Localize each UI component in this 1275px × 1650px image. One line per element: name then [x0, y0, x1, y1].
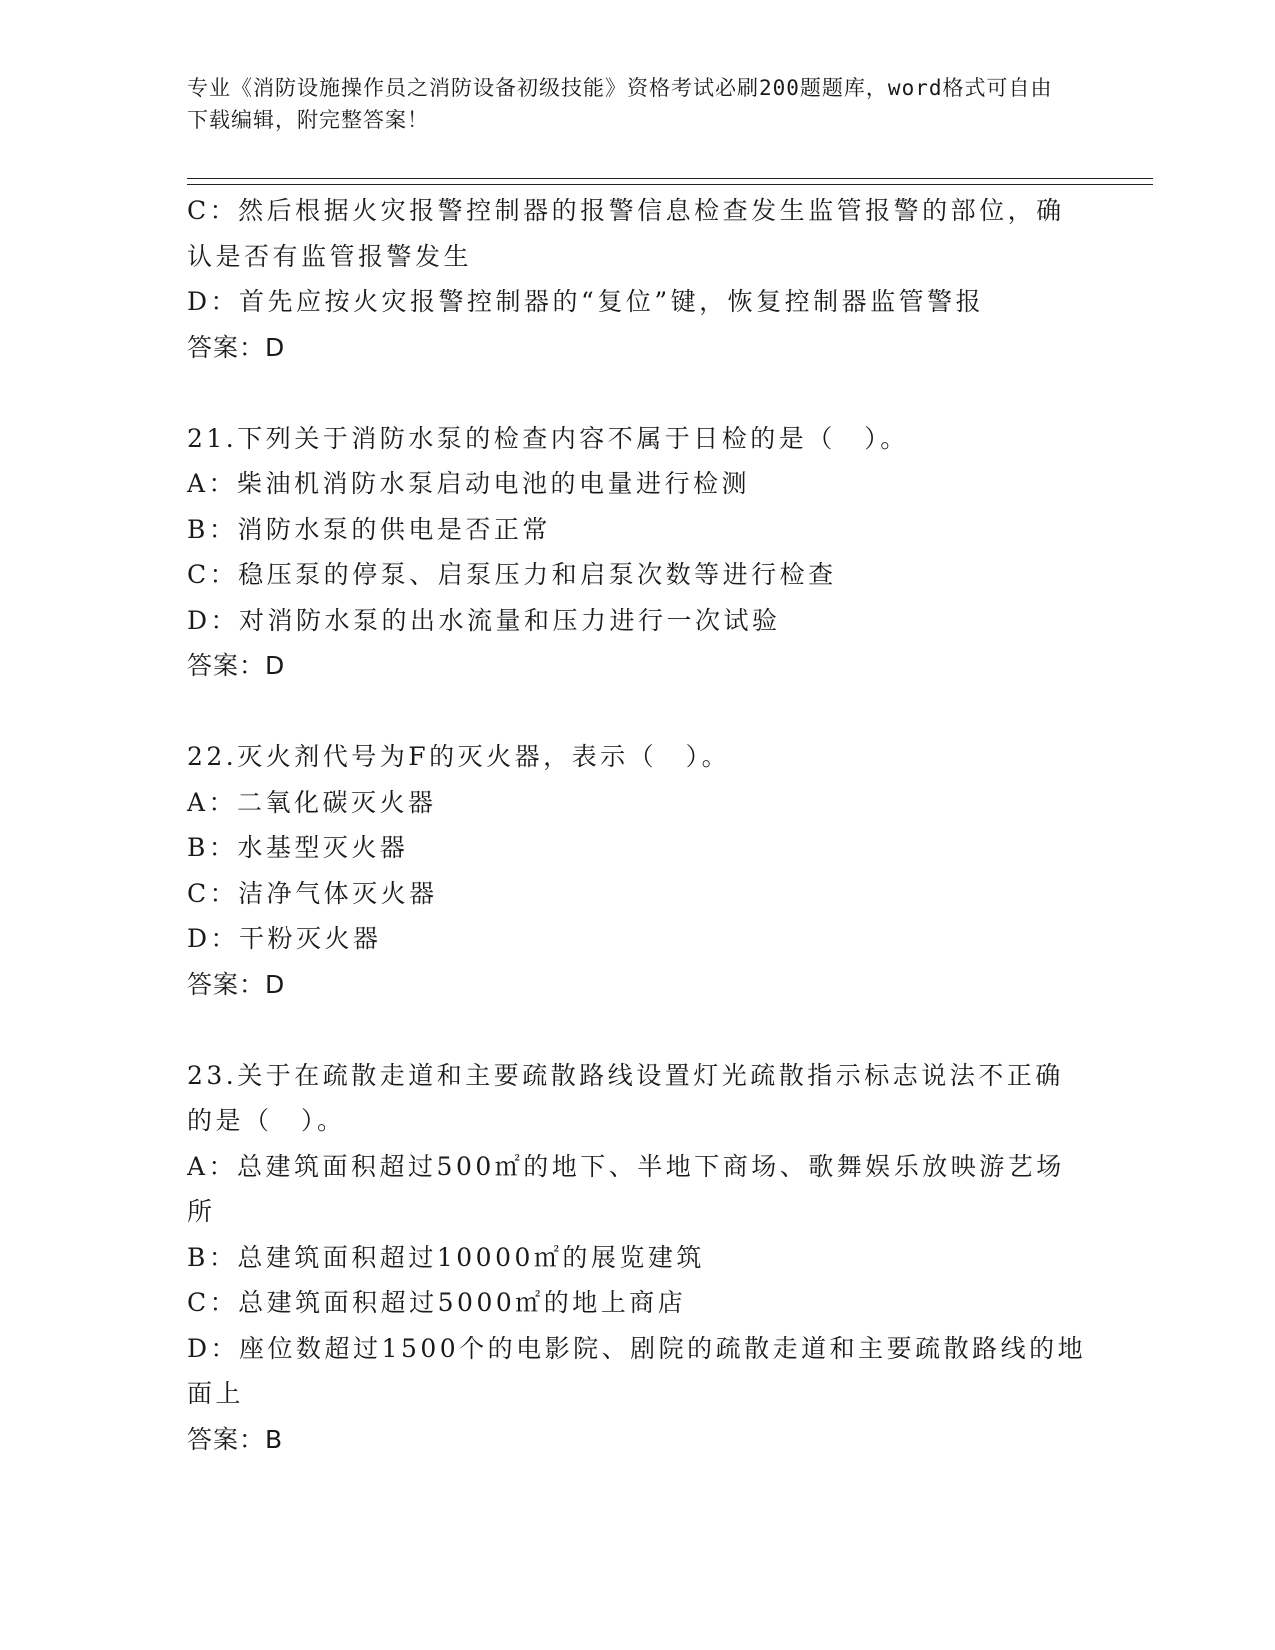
option-d: D：首先应按火灾报警控制器的“复位”键，恢复控制器监管警报 — [187, 287, 985, 316]
question-text: 22.灭火剂代号为F的灭火器，表示（ ）。 — [187, 742, 731, 771]
question-23 — [187, 1053, 1087, 1463]
question-text: 21.下列关于消防水泵的检查内容不属于日检的是（ ）。 — [187, 423, 909, 453]
option-a: A：总建筑面积超过500㎡的地下、半地下商场、歌舞娱乐放映游艺场所 — [187, 1151, 1065, 1226]
header-divider-top — [187, 178, 1153, 179]
answer-line: 答案：D — [187, 332, 286, 362]
spacer — [187, 689, 1087, 735]
option-d: D：座位数超过1500个的电影院、剧院的疏散走道和主要疏散路线的地面上 — [187, 1333, 1087, 1408]
option-d: D：干粉灭火器 — [187, 924, 382, 953]
question-22 — [187, 734, 1087, 1007]
option-c: C：稳压泵的停泵、启泵压力和启泵次数等进行检查 — [187, 560, 837, 589]
option-c: C：然后根据火灾报警控制器的报警信息检查发生监管报警的部位，确认是否有监管报警发生 — [187, 196, 1065, 271]
option-c: C：总建筑面积超过5000㎡的地上商店 — [187, 1288, 687, 1317]
answer-line: 答案：B — [187, 1424, 284, 1454]
question-continued — [187, 188, 1087, 370]
answer-line: 答案：D — [187, 651, 286, 680]
question-21 — [187, 416, 1087, 689]
spacer — [187, 1007, 1087, 1053]
document-header-title: 专业《消防设施操作员之消防设备初级技能》资格考试必刷200题题库，word格式可自由下载编辑，附完整答案！ — [187, 76, 1053, 132]
question-text: 23.关于在疏散走道和主要疏散路线设置灯光疏散指示标志说法不正确的是（ ）。 — [187, 1060, 1064, 1135]
option-c: C：洁净气体灭火器 — [187, 878, 438, 908]
header-divider-bottom — [187, 184, 1153, 185]
option-b: B：总建筑面积超过10000㎡的展览建筑 — [187, 1242, 705, 1272]
option-d: D：对消防水泵的出水流量和压力进行一次试验 — [187, 605, 781, 635]
option-a: A：二氧化碳灭火器 — [187, 787, 437, 817]
option-b: B：水基型灭火器 — [187, 833, 409, 862]
option-a: A：柴油机消防水泵启动电池的电量进行检测 — [187, 469, 751, 498]
option-b: B：消防水泵的供电是否正常 — [187, 514, 551, 544]
spacer — [187, 370, 1087, 416]
answer-line: 答案：D — [187, 969, 286, 999]
document-body — [187, 188, 1087, 1462]
